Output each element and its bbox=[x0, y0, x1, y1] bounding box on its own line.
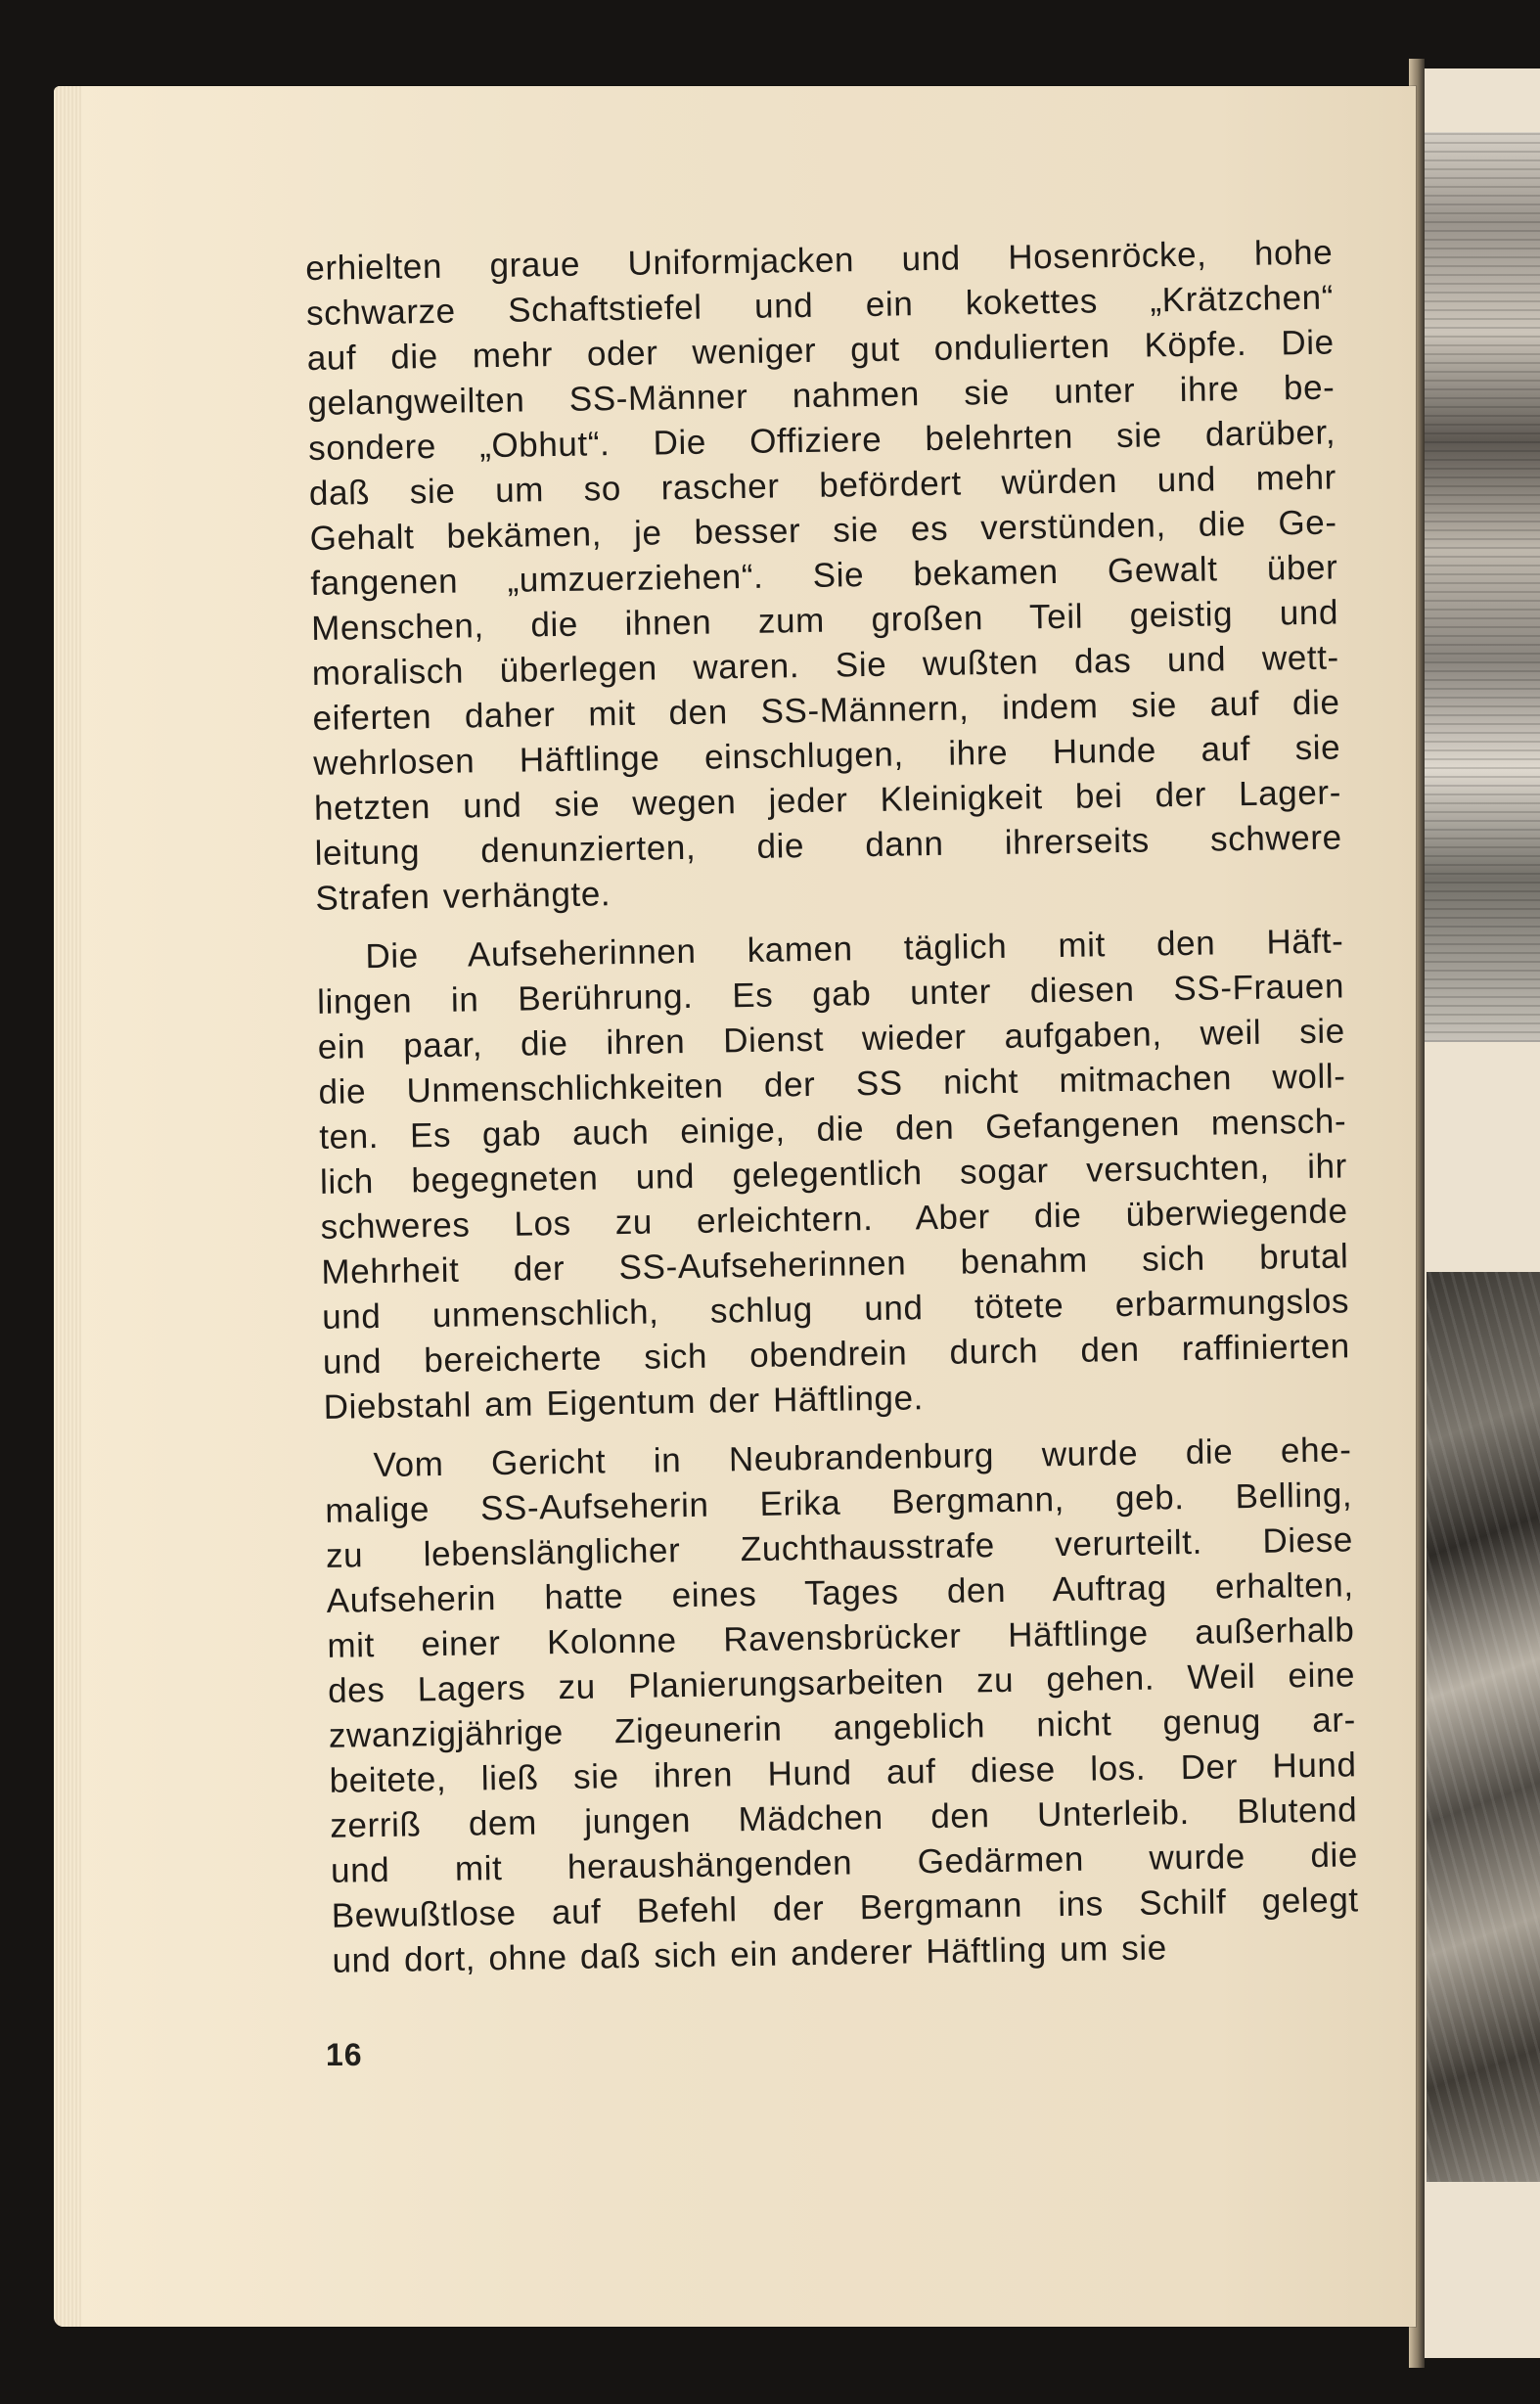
text-line: erhielten graue Uniformjacken und Hosenröcke, hohe bbox=[305, 233, 1334, 288]
text-line: ein paar, die ihren Dienst wieder aufgaben, weil sie bbox=[317, 1012, 1346, 1066]
body-text bbox=[305, 231, 1360, 1998]
text-line: auf die mehr oder weniger gut ondulierten Köpfe. Die bbox=[306, 323, 1335, 378]
text-line: daß sie um so rascher befördert würden und mehr bbox=[308, 458, 1337, 513]
text-line: gelangweilten SS-Männer nahmen sie unter ihre be- bbox=[307, 368, 1336, 423]
text-line: schwarze Schaftstiefel und ein kokettes „Krätzchen“ bbox=[305, 278, 1335, 333]
text-line: zu lebenslänglicher Zuchthausstrafe verurteilt. Diese bbox=[325, 1520, 1354, 1575]
text-line: und unmenschlich, schlug und tötete erbarmungslos bbox=[321, 1282, 1350, 1337]
text-line: wehrlosen Häftlinge einschlugen, ihre Hunde auf sie bbox=[312, 728, 1341, 783]
text-line: und dort, ohne daß sich ein anderer Häftling um sie bbox=[332, 1928, 1168, 1980]
text-line: und bereicherte sich obendrein durch den raffinierten bbox=[322, 1327, 1351, 1382]
paragraph bbox=[324, 1428, 1360, 1983]
text-line: Diebstahl am Eigentum der Häftlinge. bbox=[323, 1379, 925, 1427]
text-line: lich begegneten und gelegentlich sogar versuchten, ihr bbox=[319, 1147, 1348, 1202]
facing-page-photo-bottom bbox=[1427, 1272, 1540, 2182]
text-line: fangenen „umzuerziehen“. Sie bekamen Gewalt über bbox=[310, 548, 1338, 603]
text-line: zwanzigjährige Zigeunerin angeblich nicht genug ar- bbox=[328, 1701, 1357, 1755]
text-line: beitete, ließ sie ihren Hund auf diese los. Der Hund bbox=[329, 1746, 1357, 1800]
text-line: malige SS-Aufseherin Erika Bergmann, geb. Belling, bbox=[324, 1475, 1353, 1530]
text-line: Mehrheit der SS-Aufseherinnen benahm sich brutal bbox=[321, 1237, 1349, 1292]
page-edge bbox=[54, 86, 81, 2327]
text-line: und mit heraushängenden Gedärmen wurde die bbox=[330, 1836, 1359, 1890]
text-line: Menschen, die ihnen zum großen Teil geistig und bbox=[310, 593, 1339, 648]
page-number: 16 bbox=[326, 2037, 363, 2072]
text-line: eiferten daher mit den SS-Männern, indem sie auf die bbox=[312, 683, 1340, 738]
text-line: leitung denunzierten, die dann ihrerseits schwere bbox=[314, 818, 1342, 873]
text-line: moralisch überlegen waren. Sie wußten das und wett- bbox=[311, 638, 1340, 693]
text-line: mit einer Kolonne Ravensbrücker Häftlinge außerhalb bbox=[327, 1610, 1355, 1665]
paragraph bbox=[305, 231, 1343, 922]
facing-page-photo-top bbox=[1423, 132, 1540, 1042]
paragraph bbox=[316, 919, 1351, 1429]
text-line: Die Aufseherinnen kamen täglich mit den Häft- bbox=[365, 922, 1344, 976]
text-line: ten. Es gab auch einige, die den Gefangenen mensch- bbox=[318, 1102, 1347, 1157]
text-line: Strafen verhängte. bbox=[315, 875, 611, 918]
text-line: hetzten und sie wegen jeder Kleinigkeit bei der Lager- bbox=[313, 773, 1342, 828]
text-line: lingen in Berührung. Es gab unter diesen SS-Frauen bbox=[316, 967, 1345, 1021]
text-line: sondere „Obhut“. Die Offiziere belehrten sie darüber, bbox=[307, 413, 1336, 468]
text-line: Vom Gericht in Neubrandenburg wurde die ehe- bbox=[373, 1430, 1352, 1485]
text-line: die Unmenschlichkeiten der SS nicht mitmachen woll- bbox=[318, 1057, 1346, 1111]
text-line: schweres Los zu erleichtern. Aber die überwiegende bbox=[320, 1192, 1348, 1247]
text-line: des Lagers zu Planierungsarbeiten zu gehen. Weil eine bbox=[327, 1656, 1356, 1710]
text-line: Bewußtlose auf Befehl der Bergmann ins Schilf gelegt bbox=[331, 1881, 1359, 1935]
text-line: zerriß dem jungen Mädchen den Unterleib. Blutend bbox=[330, 1791, 1358, 1845]
text-line: Aufseherin hatte eines Tages den Auftrag erhalten, bbox=[326, 1565, 1354, 1620]
text-line: Gehalt bekämen, je besser sie es verstünden, die Ge- bbox=[309, 503, 1337, 558]
